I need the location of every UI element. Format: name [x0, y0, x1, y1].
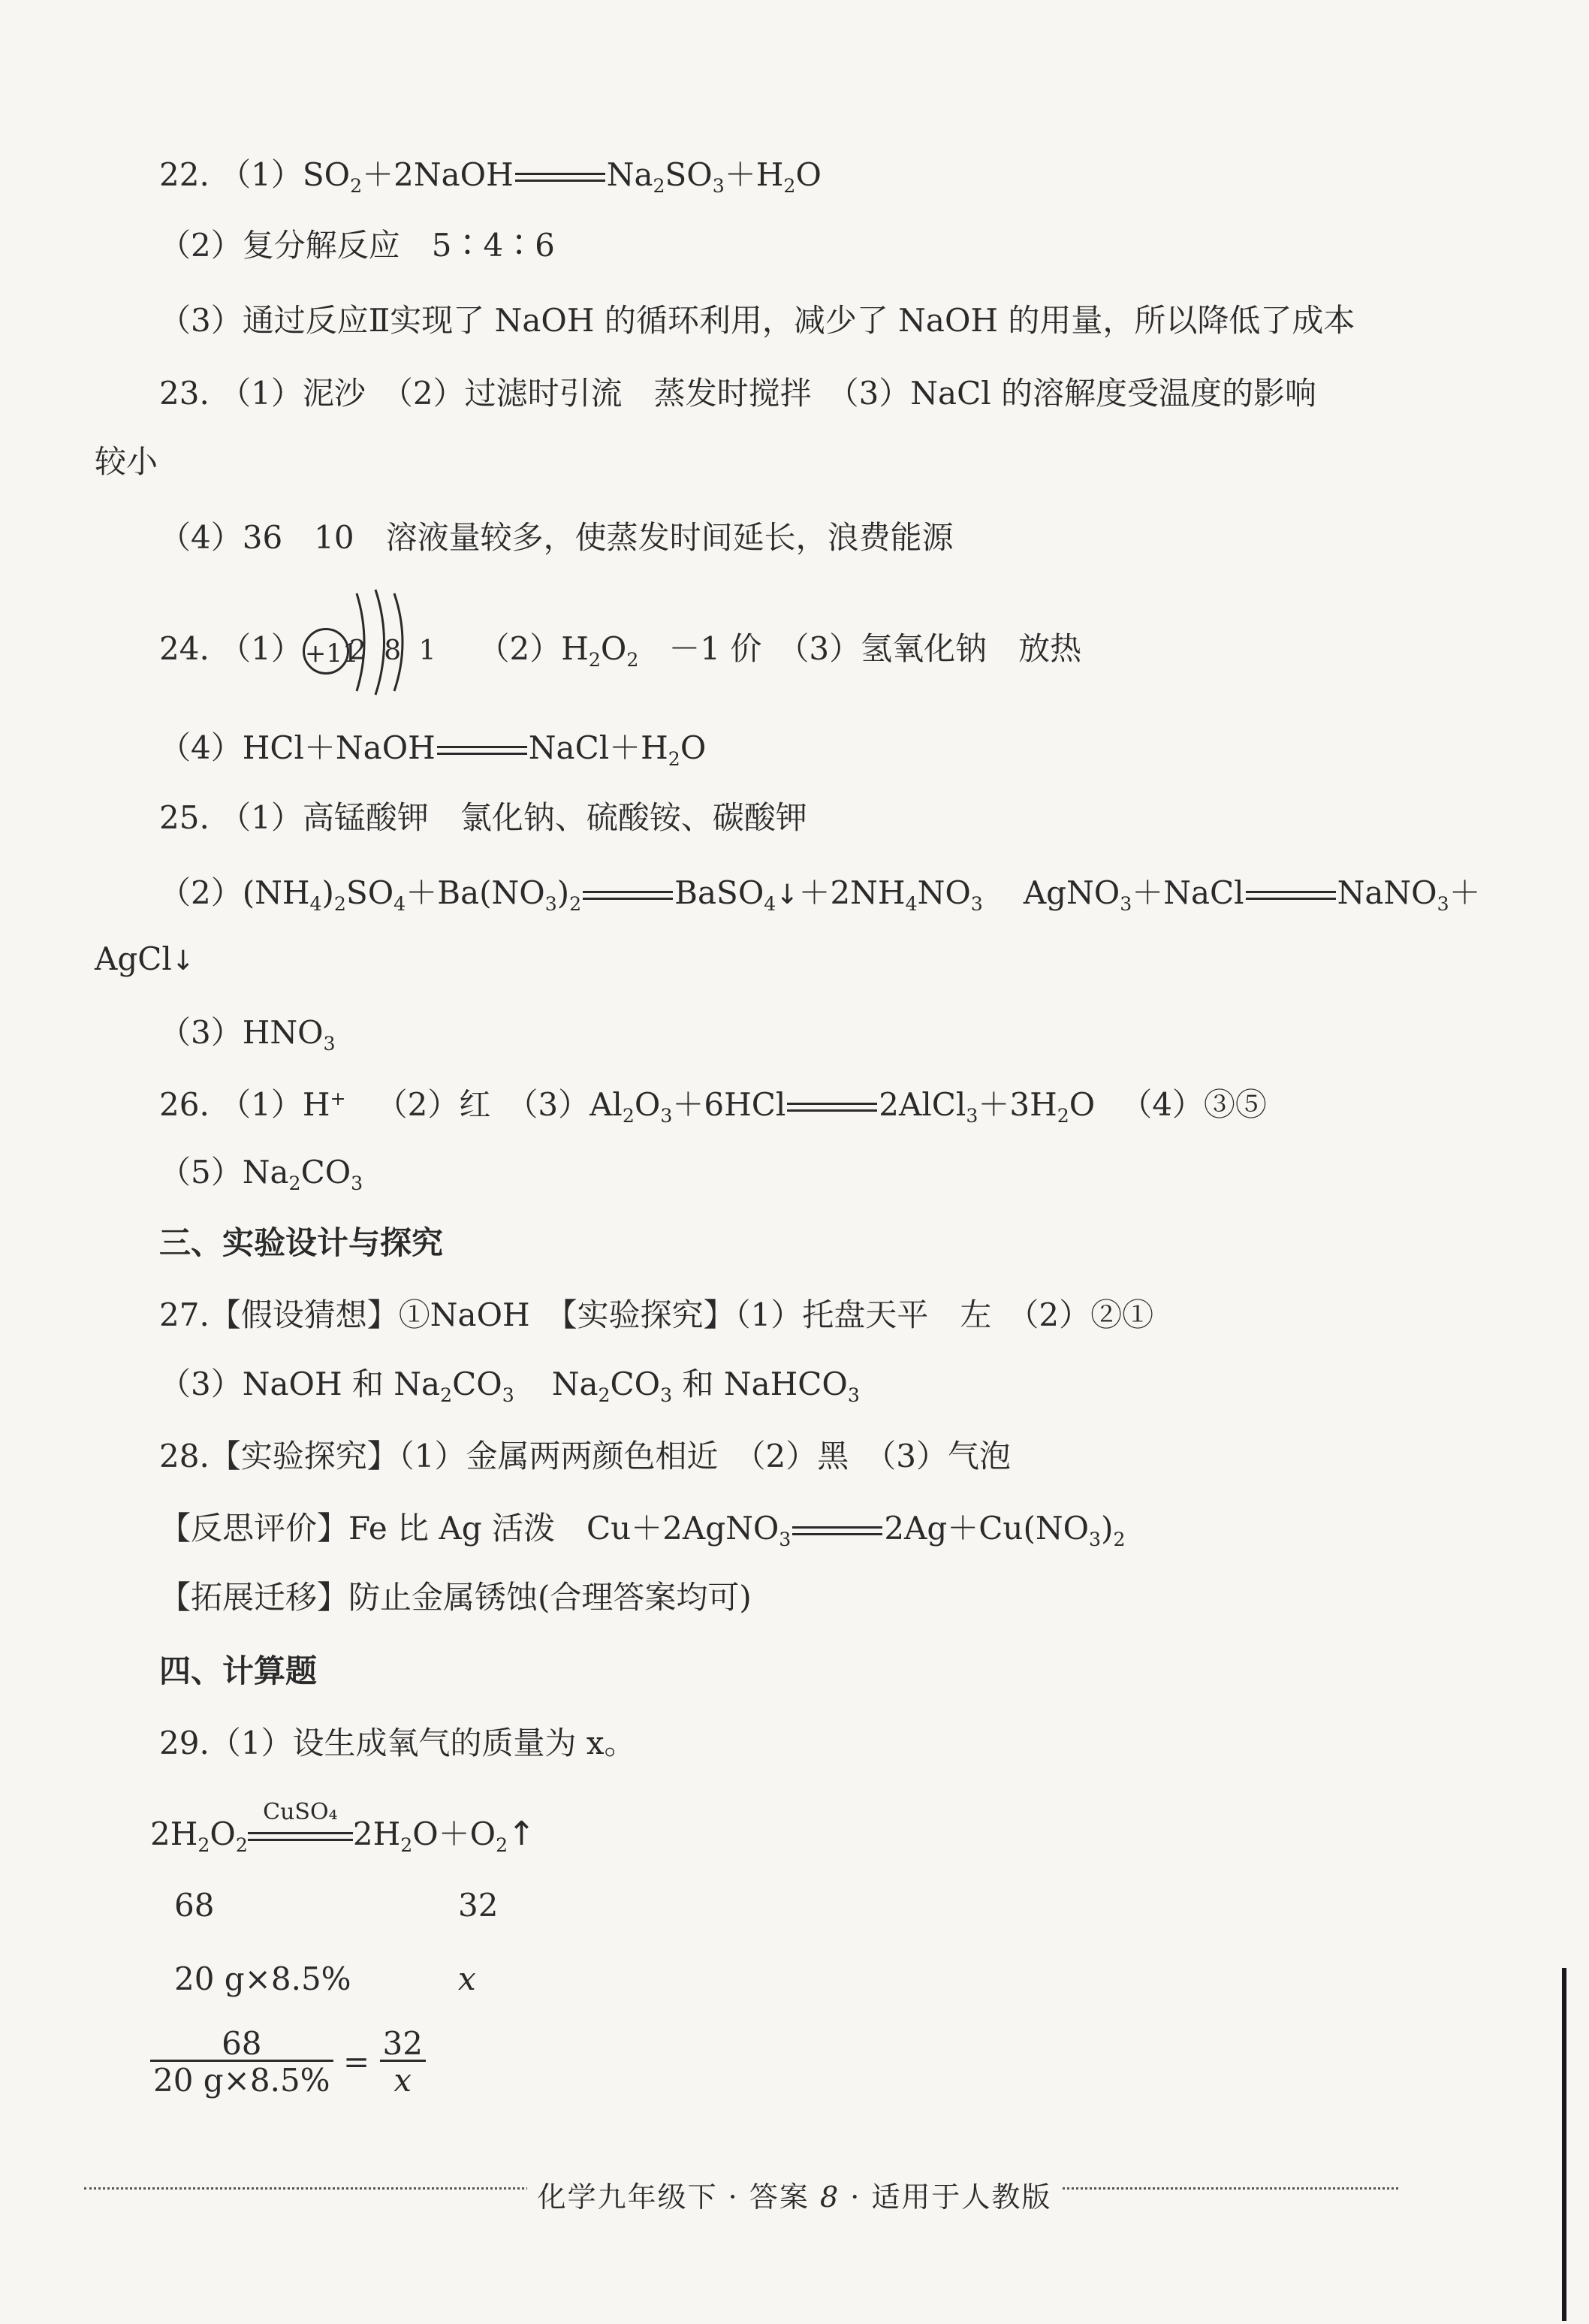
q25-line2: $(2)(NH_4)_2SO_4+Ba(NO_3)_2$ $BaSO_4↓+2NH_4NO_3$ AgNO$_3$＋NaCl NaNO$_3$＋ — [159, 874, 1481, 915]
q22-line3: （3）通过反应Ⅱ实现了 NaOH 的循环利用，减少了 NaOH 的用量，所以降低了成本 — [159, 302, 1355, 339]
q28-line2: 【反思评价】Fe 比 Ag 活泼 Cu＋2AgNO$_3$ $2Ag+Cu(NO_3)_2$ — [159, 1510, 1126, 1550]
fraction-right: $\frac{32}{x}$ — [380, 2028, 426, 2096]
q22-line1: 22. $(1)SO_2+2NaOH$ $Na_2SO_3+H_2O$ — [159, 156, 822, 197]
q27-line2: （3）NaOH 和 $Na_2CO_3$ $Na_2CO_3$ 和 NaHCO$_3$ — [159, 1366, 860, 1406]
electron-shells: 2 8 1 — [348, 635, 441, 666]
section-heading-3: 三、实验设计与探究 — [159, 1224, 444, 1261]
page-footer: 化学九年级下 · 答案 8 · 适用于人教版 — [0, 2174, 1589, 2215]
scan-edge-shadow — [1562, 1968, 1566, 2321]
q25-line3: AgCl↓ — [95, 940, 194, 977]
q27-line1: 27.【假设猜想】①NaOH 【实验探究】（1）托盘天平 左 （2）②① — [159, 1296, 1154, 1333]
q28-line1: 28.【实验探究】（1）金属两两颜色相近 （2）黑 （3）气泡 — [159, 1438, 1011, 1474]
q23-line2: 较小 — [95, 443, 158, 480]
section-heading-4: 四、计算题 — [159, 1652, 318, 1689]
sodium-nucleus-icon: +11 — [303, 628, 349, 675]
q29-molar-mass-2: 32 — [458, 1887, 499, 1924]
q25-line4: $(3)HNO_3$ — [159, 1014, 336, 1055]
q29-equation: $2H_2O_2$ CuSO₄ $2H_2O+O_2↑$ — [150, 1799, 536, 1856]
q26-line2: $(5)Na_2CO_3$ — [159, 1154, 363, 1194]
q28-line3: 【拓展迁移】防止金属锈蚀(合理答案均可) — [159, 1579, 752, 1616]
q24-line2: （4）HCl＋NaOH $NaCl+H_2O$ — [159, 729, 707, 770]
q23-line1: 23. （1）泥沙 （2）过滤时引流 蒸发时搅拌 （3）NaCl 的溶解度受温度的影响 — [159, 375, 1317, 412]
q29-proportion: $\frac{68}{20 g\times 8.5\%}$ = $\frac{32}{x}$ — [150, 2028, 426, 2096]
q29-given-mass: 20 g×8.5% — [174, 1960, 351, 1997]
catalyst-arrow: CuSO₄ — [248, 1832, 353, 1841]
q29-line1: 29.（1）设生成氧气的质量为 x。 — [159, 1725, 636, 1761]
q24-line1: 24. （1）+112 8 1 $(2)H_2O_2 -1$ 价 （3）氢氧化钠 放热 — [159, 628, 1081, 675]
q29-unknown: x — [458, 1960, 476, 1997]
q25-line1: 25. （1）高锰酸钾 氯化钠、硫酸铵、碳酸钾 — [159, 799, 807, 836]
q26-line1: 26. （1）H+ （2）红 $(3)Al_2O_3+6HCl$ $2AlCl_3+3H_2O$ （4）③⑤ — [159, 1086, 1267, 1127]
electron-shell-arcs-icon — [342, 586, 424, 699]
fraction-left: $\frac{68}{20 g\times 8.5\%}$ — [150, 2028, 333, 2096]
q23-line3: （4）36 10 溶液量较多，使蒸发时间延长，浪费能源 — [159, 519, 954, 556]
page-number: 8 — [819, 2181, 840, 2214]
q22-line2: （2）复分解反应 5∶4∶6 — [159, 227, 555, 264]
q29-molar-mass-1: 68 — [174, 1887, 215, 1924]
